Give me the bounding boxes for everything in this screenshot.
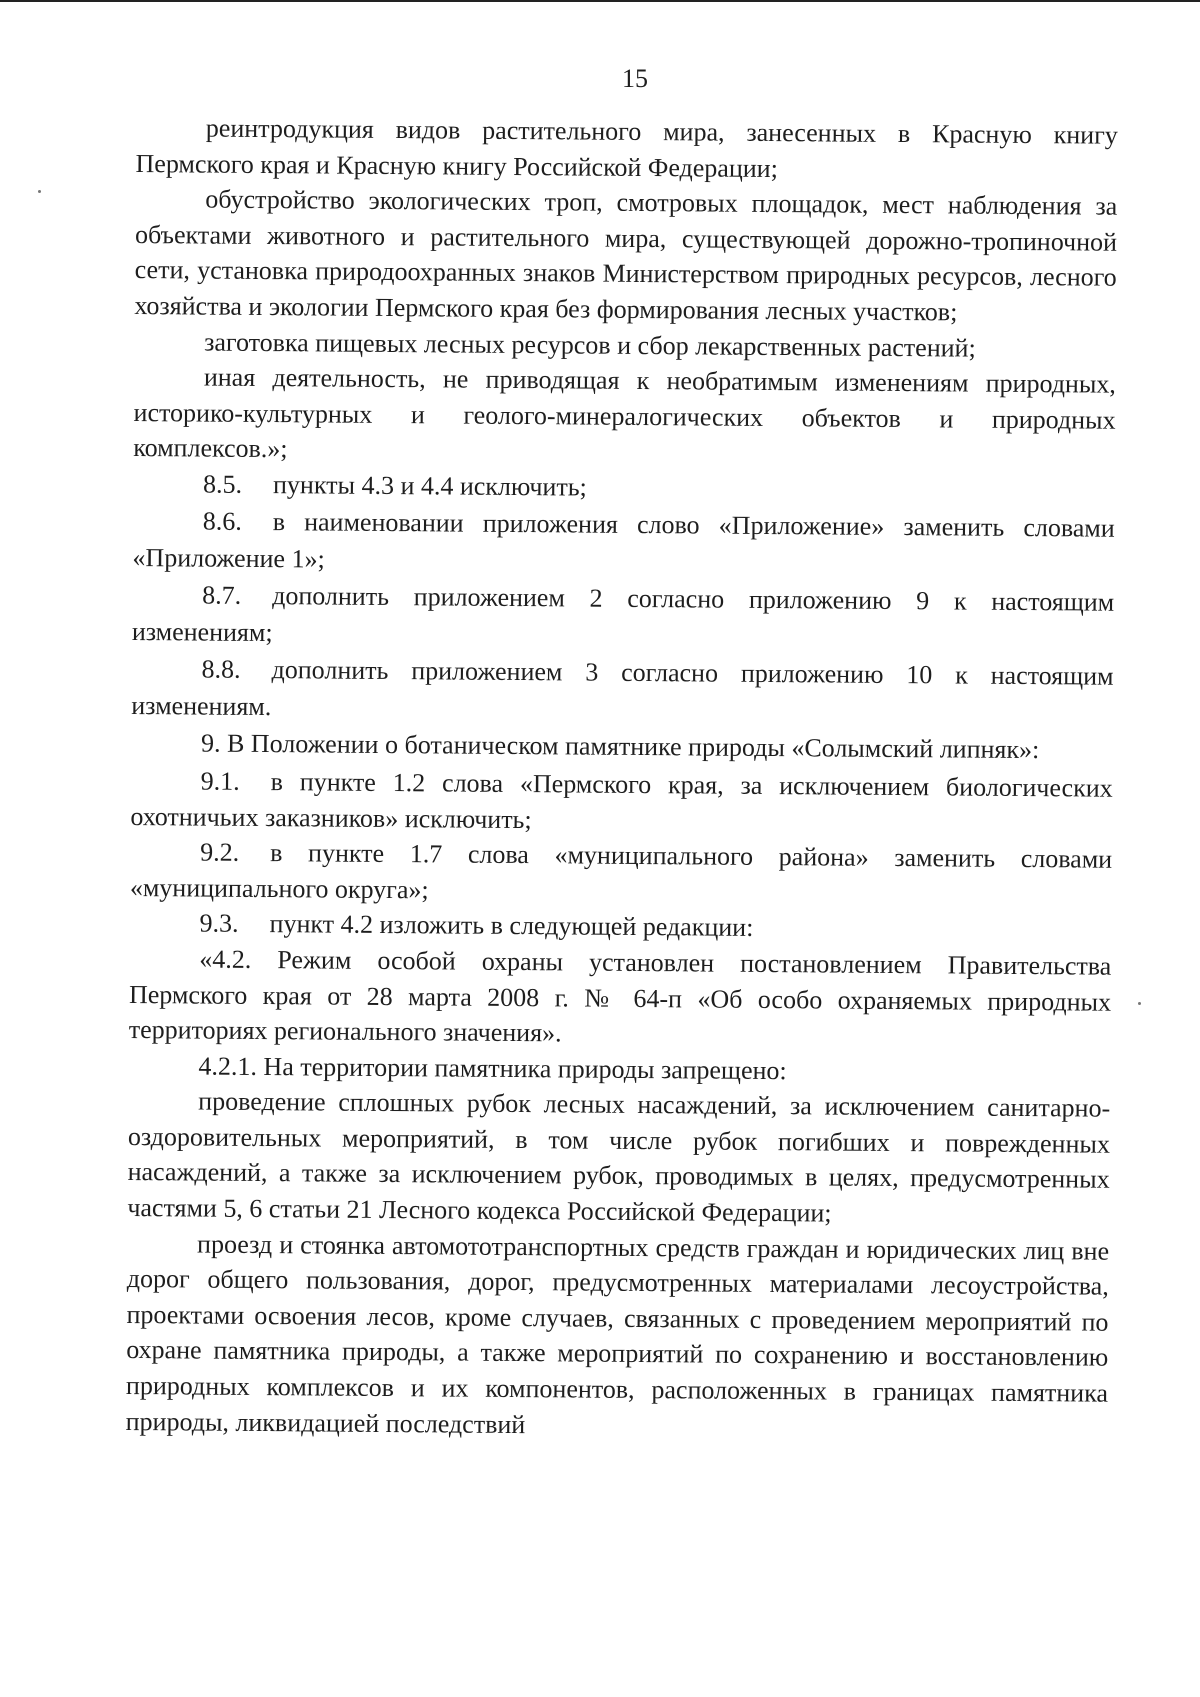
item-text: в наименовании приложения слово «Приложение» заменить словами «Приложение 1»; [132, 507, 1115, 574]
paragraph-item-8-7 [132, 577, 1115, 658]
page-number: 15 [622, 64, 648, 93]
paragraph-item-8-5 [133, 466, 1115, 510]
paragraph-section-9: 9. В Положении о ботаническом памятнике природы «Солымский липняк»: [200, 728, 1040, 765]
paragraph-clear-cutting: проведение сплошных рубок лесных насаждений, за исключением санитарно-оздоровительных мероприятий, в том числе рубок погибших и поврежденных насаждений, а также за исключением рубок, проводимых в целях, предусмотренных частями 5, 6 статьи 21 Лесного кодекса Российской Федерации; [127, 1086, 1111, 1228]
paragraph-food-resources: заготовка пищевых лесных ресурсов и сбор лекарственных растений; [204, 327, 976, 363]
scan-speck [1138, 1002, 1141, 1005]
item-number: 8.8. [201, 654, 241, 685]
paragraph-regime-4-2: «4.2. Режим особой охраны установлен постановлением Правительства Пермского края от 28 марта 2008 г. № 64-п «Об особо охраняемых природных территориях регионального значения». [128, 944, 1112, 1048]
paragraph-item-8-6 [132, 503, 1115, 584]
item-number: 9.3. [199, 908, 239, 939]
item-number: 8.5. [202, 469, 243, 499]
item-number: 8.7. [202, 580, 242, 611]
item-text: пункт 4.2 изложить в следующей редакции: [269, 909, 754, 943]
item-text: пункты 4.3 и 4.4 исключить; [272, 470, 587, 502]
paragraph-eco-trails: обустройство экологических троп, смотровых площадок, мест наблюдения за объектами животного и растительного мира, существующей дорожно-тропиночной сети, установка природоохранных знаков Министерством природных ресурсов, лесного хозяйства и экологии Пермского края без формирования лесных участков; [134, 184, 1118, 327]
paragraph-other-activity: иная деятельность, не приводящая к необратимым изменениям природных, историко-культурных и геолого-минералогических объектов и природных комплексов.»; [133, 362, 1116, 464]
scan-speck [38, 190, 41, 193]
paragraph-reintroduction: реинтродукция видов растительного мира, занесенных в Красную книгу Пермского края и Красную книгу Российской Федерации; [135, 113, 1118, 183]
paragraph-prohibited-4-2-1: 4.2.1. На территории памятника природы запрещено: [198, 1051, 787, 1085]
item-text: дополнить приложением 3 согласно приложению 10 к настоящим изменениям. [131, 655, 1114, 722]
item-text: в пункте 1.2 слова «Пермского края, за исключением биологических охотничьих заказников» исключить; [130, 767, 1113, 834]
paragraph-item-8-8 [131, 651, 1114, 732]
item-number: 9.2. [200, 837, 240, 867]
document-body [126, 110, 1118, 1447]
item-number: 8.6. [202, 506, 242, 537]
paragraph-item-9-1 [130, 763, 1113, 842]
item-text: в пункте 1.7 слова «муниципального района» заменить словами «муниципального округа»; [129, 838, 1113, 905]
paragraph-item-9-2 [130, 834, 1113, 913]
item-number: 9.1. [200, 766, 240, 796]
paragraph-vehicle-travel: проезд и стоянка автомототранспортных средств граждан и юридических лиц вне дорог общего пользования, дорог, предусмотренных материалами лесоустройства, проектами освоения лесов, кроме случаев, связанных с проведением мероприятий по охране памятника природы, а также мероприятий по сохранению и восстановлению природных комплексов и их компонентов, расположенных в границах памятника природы, ликвидацией последствий [125, 1229, 1110, 1439]
item-text: дополнить приложением 2 согласно приложению 9 к настоящим изменениям; [131, 581, 1115, 648]
